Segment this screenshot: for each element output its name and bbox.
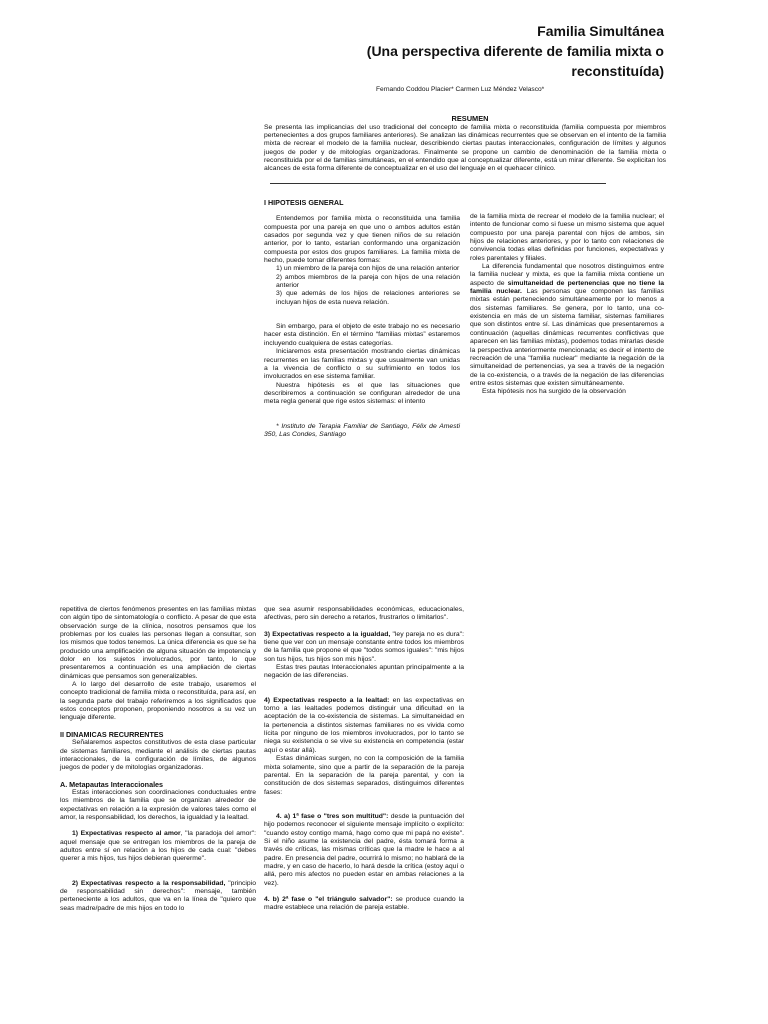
paragraph: de la familia mixta de recrear el modelo de la familia nuclear; el intento de funcionar como si fuese un mismo sistema que aquel compuesto por una pareja parental con hijos de ambos, sin hijos de relaciones anteriores, y por lo tanto con relaciones de convivencia todas ellas definidas por funciones, expectativas y roles parentales y filiales. [470,213,664,262]
paper-title-line3: reconstituída) [571,63,664,79]
authors: Fernando Coddou Placier* Carmen Luz Méndez Velasco* [376,86,545,93]
paragraph: Iniciaremos esta presentación mostrando ciertas dinámicas recurrentes en las familias mixtas y que usualmente van unidas a la vivencia de conflicto o su sufrimiento en todos los involucrados en ese sistema familiar. [264,348,460,381]
abstract-heading: RESUMEN [451,114,489,123]
subsection-heading-metapautas: A. Metapautas Interaccionales [60,779,164,789]
column-2 [470,213,664,397]
paragraph: Esta hipótesis nos ha surgido de la observación [482,388,626,396]
column-1 [264,199,460,439]
paragraph: A lo largo del desarrollo de este trabajo, usaremos el concepto tradicional de familia mixta o reconstituída, para así, en la segunda parte del trabajo referiremos a los significados que estos conceptos proponen, proponiendo nosotros a su vez un lenguaje diferente. [60,681,256,722]
paragraph: Estas interacciones son coordinaciones conductuales entre los miembros de la familia que se organizan alrededor de expectativas en relación a la expresión de valores tales como el amor, la responsabilidad, los derechos, la igualdad y la lealtad. [60,788,256,821]
list-item: 3) que además de los hijos de relaciones anteriores se incluyan hijos de esta nueva relación. [276,290,460,306]
paragraph: Estas dinámicas surgen, no con la composición de la familia mixta solamente, sino que a partir de la separación de la pareja parental. En la separación de la pareja parental, y con la constitución de dos sistemas separados, distinguimos diferentes fases: [264,755,464,796]
abstract-text: Se presenta las implicancias del uso tradicional del concepto de familia mixta o reconstituida (familia compuesta por miembros pertenecientes a dos grupos familiares anteriores). Se analizan las dinámicas recurrentes que se observan en el intento de la familia mixta de recrear el modelo de la familia nuclear, describiendo ciertas pautas interaccionales, configuración de límites y algunos juegos de poder y de mitologías organizadoras. Finalmente se propone un cambio de denominación de la familia mixta o reconstituida por el de familias simultáneas, en el entendido que al conceptualizar diferente, está un mirar diferente. Se explicitan los alcances de esta forma diferente de conceptualizar en el uso del lenguaje en el quehacer clínico. [264,124,666,173]
abstract-divider [270,183,606,184]
emphasis: 4. a) 1ª fase o "tres son multitud": [276,812,389,820]
paragraph: Nuestra hipótesis es el que las situaciones que describiremos a continuación se configuran alrededor de una meta regla general que rige estos sistemas: el intento [264,381,460,406]
paragraph: Estas tres pautas Interaccionales apuntan principalmente a la negación de las diferencias. [264,664,464,680]
list-item: 1) un miembro de la pareja con hijos de una relación anterior [276,265,460,273]
emphasis: 4. b) 2ª fase o "el triángulo salvador": [264,895,393,903]
paragraph: 4. a) 1ª fase o "tres son multitud": desde la puntuación del hijo podemos reconocer el siguiente mensaje implícito o explícito: "cuando estoy contigo mamá, hago como que mi papá no existe". Si el niño asume la existencia del padre, ésta tomará forma a través de críticas, las mismas críticas que la madre le hace a al padre. En presencia del padre, ocurrirá lo mismo; no hablará de la madre, y en caso de hacerlo, lo hará desde la crítica (estoy aquí o allá, pero mis afectos no pueden estar en ambas relaciones a la vez). [264,812,464,887]
paragraph: Señalaremos aspectos constitutivos de esta clase particular de sistemas familiares, mediante el análisis de ciertas pautas interaccionales, de la configuración de límites, de algunos juegos de poder y de mitologías organizadoras. [60,739,256,772]
emphasis: 4) Expectativas respecto a la lealtad: [264,696,390,704]
paper-title-line1: Familia Simultánea [537,23,664,39]
paragraph: Sin embargo, para el objeto de este trabajo no es necesario hacer esta distinción. En el término “familias mixtas” estaremos incluyendo cualquiera de estas categorías. [264,323,460,347]
emphasis: 3) Expectativas respecto a la igualdad, [264,630,391,638]
paragraph: que sea asumir responsabilidades económicas, educacionales, afectivas, pero sin derecho a retarlos, frustrarlos o limitarlos". [264,606,464,622]
paragraph: La diferencia fundamental que nosotros distinguimos entre la familia nuclear y mixta, es que la familia mixta contiene un aspecto de simultaneidad de pertenencias que no tiene la familia nuclear. Las personas que componen las familias mixtas están perteneciendo simultáneamente por lo menos a dos sistemas familiares. Se genera, por lo tanto, una co-existencia en más de un sistema familiar, sistemas familiares que son distintos entre sí. Las dinámicas que presentaremos a continuación (aquellas dinámicas recurrentes conflictivas que aparecen en las familias mixtas), podemos todas mirarlas desde la perspectiva anteriormente mencionada; es decir el intento de recreación de una "familia nuclear" mediante la negación de la simultaneidad de pertenencias, ya sea a través de la negación de la co-existencia, o a través de la negación de las diferencias entre estos sistemas que existen simultáneamente. [470,263,664,387]
list-item: 2) ambos miembros de la pareja con hijos de una relación anterior [276,273,460,290]
emphasis: 1) Expectativas respecto al amor [72,830,181,838]
emphasis: 2) Expectativas respecto a la responsabilidad, [72,879,226,887]
paragraph: 1) Expectativas respecto al amor, "la paradoja del amor": aquel mensaje que se entregan los miembros de la pareja de adultos entre sí en relación a los hijos de cada cual: "debes querer a mis hijos, tus hijos debieran quererme". [60,830,256,863]
paragraph: 2) Expectativas respecto a la responsabilidad, "principio de responsabilidad sin derechos": mensaje, también perteneciente a los adultos, que va en la línea de "quiero que seas madre/padre de mis hijos en todo lo [60,879,256,912]
column-3 [60,606,256,913]
paper-title-line2: (Una perspectiva diferente de familia mixta o [366,43,664,59]
paragraph: 4) Expectativas respecto a la lealtad: en las expectativas en torno a las lealtades podemos distinguir una dificultad en la aceptación de la co-existencia de sistemas. La simultaneidad en la pertenencia a distintos sistemas familiares no es vivida como lícita por ninguno de los miembros involucrados, por lo tanto se niega su existencia o se vive su existencia en competencia (estar aquí o estar allá). [264,696,464,754]
column-4 [264,606,464,913]
emphasis: simultaneidad de pertenencias que no tiene la familia nuclear. [470,279,664,296]
paragraph: Entendemos por familia mixta o reconstituida una familia compuesta por una pareja en que uno o ambos adultos están casados por segunda vez y que tienen niños de su relación anterior, por lo tanto, estarían conformando una organización compuesta por estos dos grupos familiares. La familia mixta de hecho, puede tomar diferentes formas: [264,215,460,265]
paragraph: 3) Expectativas respecto a la igualdad, "ley pareja no es dura": tiene que ver con un mensaje constante entre todos los miembros de la familia que propone el que "todos somos iguales": "mis hijos son tus hijos, tus hijos son mis hijos". [264,630,464,663]
section-heading-dinamicas: II DINAMICAS RECURRENTES [60,729,164,739]
paragraph: 4. b) 2ª fase o "el triángulo salvador": se produce cuando la madre establece una relación de pareja estable. [264,895,464,912]
footnote: * Instituto de Terapia Familiar de Santiago, Félix de Amesti 350, Las Condes, Santiago [264,422,460,438]
section-heading-hipotesis: I HIPOTESIS GENERAL [264,198,344,207]
paragraph: repetitiva de ciertos fenómenos presentes en las familias mixtas con algún tipo de sintomatología o conflicto. A pesar de que esta observación surge de la clínica, nosotros pensamos que los problemas por los cuales las personas llegan a consultar, son los mismos que todos tenemos. La única diferencia es que se ha producido una amplificación de alguna situación de impotencia y dolor en los sujetos involucrados, por tanto, lo que presentaremos a continuación es una ampliación de ciertas dinámicas que pensamos son generalizables. [60,606,256,680]
